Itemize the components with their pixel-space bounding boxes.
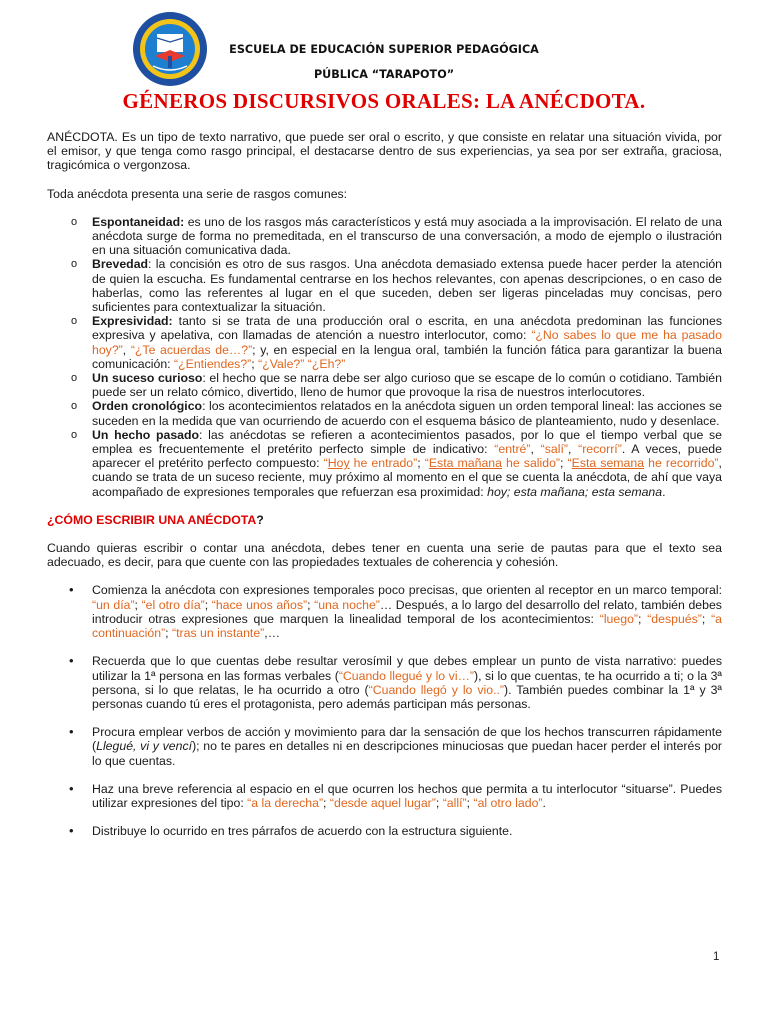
list-item (47, 428, 722, 499)
como-heading (47, 513, 722, 527)
item-text: ; y, en especial en la lengua oral, también la función fática para garantizar la buena comunicación: (92, 342, 722, 371)
bullet-marker: o (71, 400, 78, 413)
rasgos-intro: Toda anécdota presenta una serie de rasgos comunes: (47, 186, 348, 201)
item-text: : los acontecimientos relatados en la anécdota siguen un orden temporal lineal: las acciones se suceden en la medida que van ocurriendo de acuerdo con el esquema básico de planteamiento, nudo y desenlace. (92, 399, 722, 428)
list-item: • Haz una breve referencia al espacio en el que ocurren los hechos que permita a tu interlocutor “situarse”. Puedes utilizar expresiones del tipo: “a la derecha”; “desde aquel lugar”; “allí”; “al otro lado”. (69, 780, 722, 810)
list-item (47, 399, 722, 427)
heading-mark: ? (256, 512, 264, 527)
quote: “Hoy he entrado” (323, 456, 418, 471)
term: Un hecho pasado (92, 427, 200, 442)
item-text: : las anécdotas se refieren a acontecimientos pasados, por lo que el tiempo verbal que se emplea es frecuentemente el pretérito perfecto simple de indicativo: (92, 427, 722, 457)
list-item (47, 314, 722, 371)
como-intro-paragraph: Cuando quieras escribir o contar una anécdota, debes tener en cuenta una serie de pautas para que el texto sea adecuado, es decir, para que cuente con las propiedades textuales de coherencia y cohesión. (47, 541, 722, 570)
bullet-marker: o (71, 258, 78, 271)
quote: “¿Te acuerdas de…?” (130, 342, 253, 357)
item-text: . A veces, puede aparecer el pretérito perfecto compuesto: (92, 442, 722, 471)
italic-text: hoy; esta mañana; esta semana (487, 484, 663, 499)
rasgos-list (47, 215, 722, 499)
item-text: tanto si se trata de una producción oral o escrita, en una anécdota predominan las funciones expresiva y apelativa, con llamadas de atención a nuestro interlocutor, como: (92, 314, 722, 343)
list-item: • Distribuye lo ocurrido en tres párrafos de acuerdo con la estructura siguiente. (69, 823, 513, 839)
institution-name-line2: PÚBLICA “TARAPOTO” (313, 68, 455, 81)
quote: “Esta semana he recorrido” (567, 456, 719, 471)
item-text: , cuando se trata de un suceso reciente, muy próximo al momento en el que se cuenta la anécdota, de ahí que vaya acompañado de expresiones temporales que refuerzan esa proximidad: (92, 456, 722, 499)
bullet-dot: • (69, 780, 74, 796)
quote: “¿Vale?” “¿Eh?” (258, 356, 346, 371)
item-text: es uno de los rasgos más característicos y está muy asociada a la improvisación. El relato de una anécdota surge de forma no premeditada, en el transcurso de una conversación, a modo de ejemplo o ilustración en una situación comunicativa dada. (92, 214, 722, 258)
list-item (47, 257, 722, 314)
term: Expresividad: (92, 314, 173, 329)
term: Un suceso curioso (92, 371, 203, 386)
item-text: , (122, 342, 131, 357)
bullet-marker: o (71, 428, 78, 441)
institution-name-line1: ESCUELA DE EDUCACIÓN SUPERIOR PEDAGÓGICA (229, 43, 539, 56)
page-number: 1 (713, 951, 720, 963)
document-body (47, 130, 722, 838)
item-text: ; (560, 456, 568, 471)
bullet-dot: • (69, 653, 74, 669)
quote: “recorrí” (578, 442, 622, 457)
pautas-list (47, 583, 722, 838)
list-item: • Comienza la anécdota con expresiones temporales poco precisas, que orienten al receptor en un marco temporal: “un día”; “el otro día”; “hace unos años”; “una noche”… Después, a lo largo del desarrollo del relato, también debes introducir otras expresiones que marquen la linealidad temporal de los acontecimientos: “luego”; “después”; “a continuación”; “tras un instante”,… (69, 582, 722, 641)
item-text: : el hecho que se narra debe ser algo curioso que se escape de lo común o cotidiano. También puede ser un relato cómico, divertido, lleno de humor que provoque la risa de nuestros interlocutores. (92, 371, 722, 400)
quote: “entré” (494, 442, 531, 457)
quote: “¿No sabes lo que me ha pasado hoy?” (92, 328, 722, 357)
intro-paragraph: ANÉCDOTA. Es un tipo de texto narrativo, que puede ser oral o escrito, y que consiste en relatar una situación vivida, por el emisor, y que tenga como rasgo principal, el destacarse dentro de sus experiencias, ya sea por ser extraña, graciosa, tragicómica o vergonzosa. (47, 130, 722, 173)
item-text: ; (251, 356, 259, 371)
page-title: GÉNEROS DISCURSIVOS ORALES: LA ANÉCDOTA. (122, 89, 646, 113)
term: Orden cronológico (92, 399, 203, 414)
bullet-marker: o (71, 215, 78, 228)
bullet-dot: • (69, 724, 74, 740)
term: Brevedad (92, 257, 149, 272)
bullet-marker: o (71, 315, 78, 328)
bullet-dot: • (69, 582, 74, 598)
quote: “Esta mañana he salido” (424, 456, 561, 471)
section-heading: ¿CÓMO ESCRIBIR UNA ANÉCDOTA (47, 512, 257, 527)
item-text: . (662, 484, 666, 499)
quote: “¿Entiendes?” (174, 356, 252, 371)
bullet-dot: • (69, 823, 74, 839)
list-item (47, 371, 722, 399)
item-text: , (567, 442, 579, 457)
list-item: • Recuerda que lo que cuentas debe resultar verosímil y que debes emplear un punto de vista narrativo: puedes utilizar la 1ª persona en las formas verbales (“Cuando llegué y lo vi…”), si lo que cuentas, te ha ocurrido a ti; o la 3ª persona, si lo que relatas, le ha ocurrido a otro (“Cuando llegó y lo vio..”). También puedes combinar la 1ª y 3ª personas cuando tú eres el protagonista, pero además participan más personas. (69, 653, 722, 711)
bullet-marker: o (71, 372, 78, 385)
list-item (47, 215, 722, 258)
quote: “salí” (540, 442, 568, 457)
item-text: , (530, 442, 541, 457)
term: Espontaneidad: (92, 214, 185, 229)
item-text: : la concisión es otro de sus rasgos. Una anécdota demasiado extensa puede hacer perder la atención de quien la escucha. Es fundamental centrarse en los hechos relevantes, con apenas descripciones, o en caso de haberlas, como las referentes al lugar en el que suceden, deben ser ligeras pinceladas muy concisas, pero suficientes para contextualizar la situación. (92, 257, 722, 315)
list-item: • Procura emplear verbos de acción y movimiento para dar la sensación de que los hechos transcurren rápidamente (Llegué, vi y vencí); no te pares en detalles ni en descripciones minuciosas que puedan hacer perder el interés por lo que cuentas. (69, 724, 723, 768)
item-text: ; (417, 456, 425, 471)
